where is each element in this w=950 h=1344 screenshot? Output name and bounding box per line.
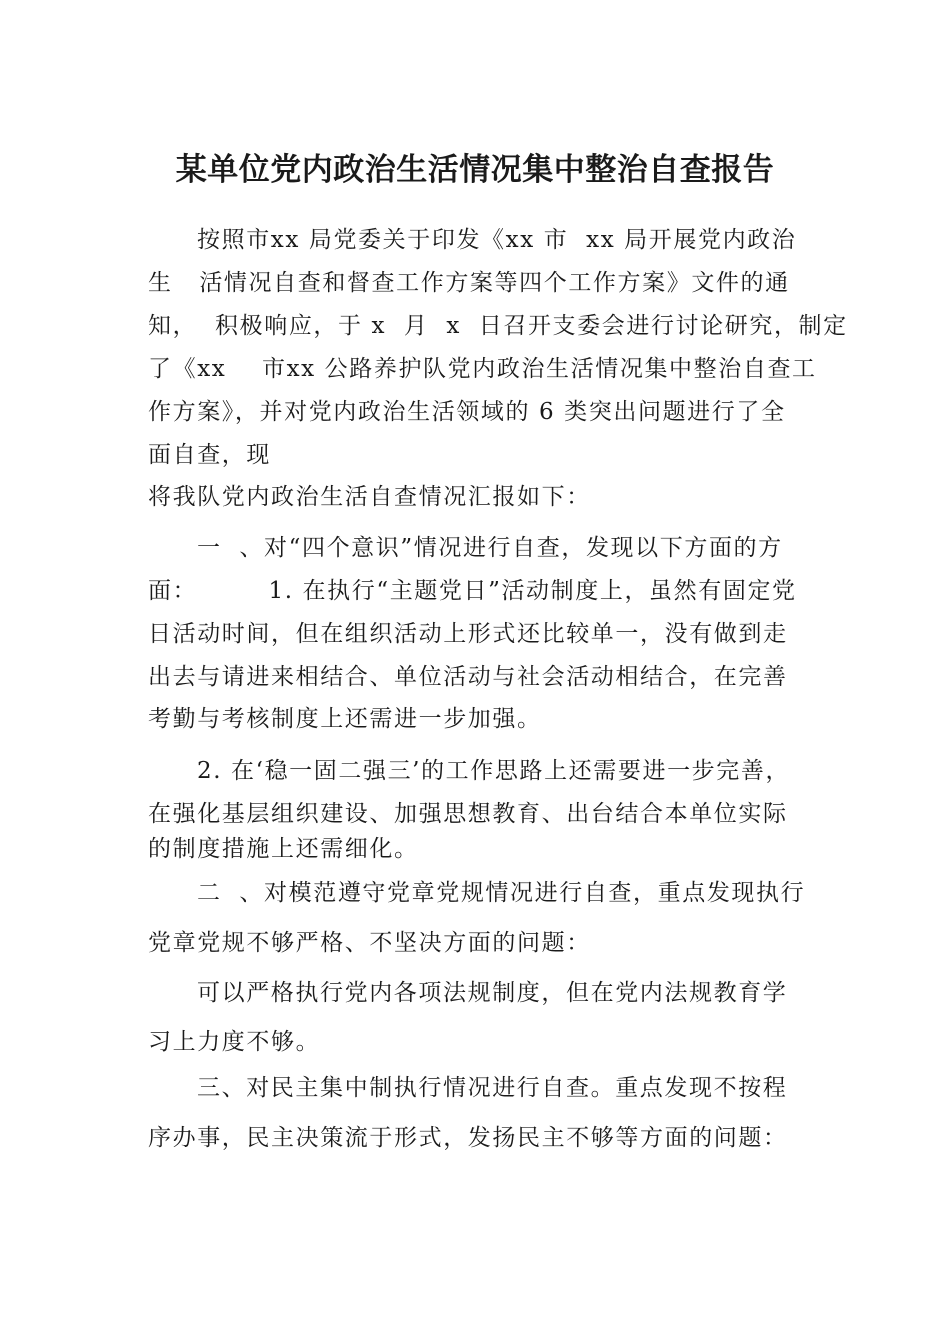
paragraph-line: 出去与请进来相结合、单位活动与社会活动相结合，在完善: [148, 664, 788, 690]
paragraph-line: 生 活情况自查和督查工作方案等四个工作方案》文件的通: [148, 270, 790, 296]
paragraph-line: 知， 积极响应，于 x 月 x 日召开支委会进行讨论研究，制定: [148, 313, 848, 339]
paragraph-line: 考勤与考核制度上还需进一步加强。: [148, 706, 542, 732]
paragraph-line: 序办事，民主决策流于形式，发扬民主不够等方面的问题：: [148, 1125, 788, 1151]
paragraph-line: 面自查，现: [148, 442, 271, 468]
paragraph-line: 三、对民主集中制执行情况进行自查。重点发现不按程: [197, 1075, 788, 1101]
paragraph-line: 日活动时间，但在组织活动上形式还比较单一，没有做到走: [148, 621, 788, 647]
paragraph-line: 将我队党内政治生活自查情况汇报如下：: [148, 484, 591, 510]
paragraph-line: 2. 在‘稳一固二强三’的工作思路上还需要进一步完善，: [197, 758, 791, 784]
paragraph-line: 二 、对模范遵守党章党规情况进行自查，重点发现执行: [197, 880, 806, 906]
paragraph-line: 面： 1. 在执行“主题党日”活动制度上，虽然有固定党: [148, 578, 797, 604]
paragraph-line: 在强化基层组织建设、加强思想教育、出台结合本单位实际: [148, 801, 788, 827]
paragraph-line: 的制度措施上还需细化。: [148, 836, 419, 862]
document-title: 某单位党内政治生活情况集中整治自查报告: [175, 152, 775, 188]
paragraph-line: 可以严格执行党内各项法规制度，但在党内法规教育学: [197, 980, 788, 1006]
paragraph-line: 作方案》，并对党内政治生活领域的 6 类突出问题进行了全: [148, 399, 786, 425]
paragraph-line: 按照市xx 局党委关于印发《xx 市 xx 局开展党内政治: [197, 227, 797, 253]
paragraph-line: 党章党规不够严格、不坚决方面的问题：: [148, 930, 591, 956]
paragraph-line: 习上力度不够。: [148, 1029, 321, 1055]
paragraph-line: 一 、对“四个意识”情况进行自查，发现以下方面的方: [197, 535, 783, 561]
paragraph-line: 了《xx 市xx 公路养护队党内政治生活情况集中整治自查工: [148, 356, 817, 382]
